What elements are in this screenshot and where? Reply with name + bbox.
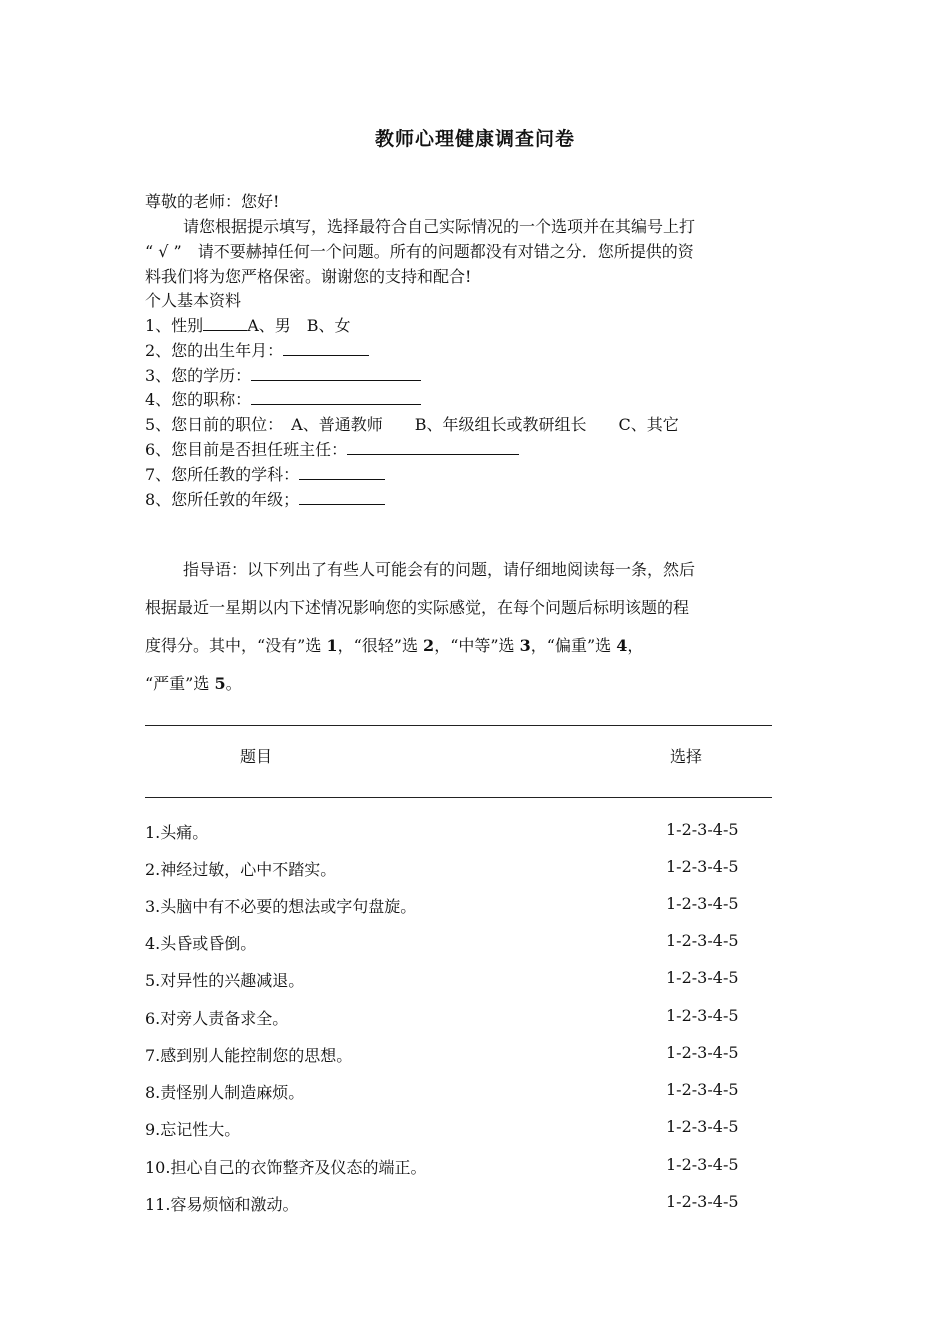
head-teacher-blank[interactable]	[347, 437, 519, 455]
choice-scale[interactable]: 1-2-3-4-5	[666, 1006, 739, 1025]
field-grade	[145, 487, 385, 512]
choice-scale[interactable]: 1-2-3-4-5	[666, 1043, 739, 1062]
field-gender	[145, 313, 351, 338]
field-label: 5、您日前的职位： A、普通教师 B、年级组长或教研组长 C、其它	[145, 415, 679, 434]
question-text: 10.担心自己的衣饰整齐及仪态的端正。	[145, 1158, 427, 1177]
table-row	[145, 968, 785, 1005]
table-header-rule	[145, 797, 772, 798]
table-row	[145, 1006, 785, 1043]
gender-blank[interactable]	[203, 313, 247, 331]
table-row	[145, 1043, 785, 1080]
choice-scale[interactable]: 1-2-3-4-5	[666, 1117, 739, 1136]
guide-line-3: 度得分。其中，“没有”选 1，“很轻”选 2，“中等”选 3，“偏重”选 4，	[145, 636, 644, 655]
table-row	[145, 1155, 785, 1192]
table-top-rule	[145, 725, 772, 726]
column-header-choice: 选择	[670, 747, 703, 766]
field-head-teacher	[145, 437, 519, 462]
guide-line-2: 根据最近一星期以内下述情况影响您的实际感觉，在每个问题后标明该题的程	[145, 598, 690, 617]
choice-scale[interactable]: 1-2-3-4-5	[666, 1192, 739, 1211]
choice-scale[interactable]: 1-2-3-4-5	[666, 1080, 739, 1099]
field-label: 1、性别	[145, 316, 204, 335]
choice-scale[interactable]: 1-2-3-4-5	[666, 1155, 739, 1174]
grade-blank[interactable]	[299, 487, 385, 505]
page-title: 教师心理健康调查问卷	[374, 128, 575, 150]
intro-line-2: “ √ ” 请不要赫掉任何一个问题。所有的问题都没有对错之分．您所提供的资	[145, 242, 694, 261]
field-label: 8、您所任敦的年级；	[145, 490, 300, 509]
table-row	[145, 1117, 785, 1154]
question-text: 2.神经过敏，心中不踏实。	[145, 860, 337, 879]
choice-scale[interactable]: 1-2-3-4-5	[666, 857, 739, 876]
field-label: 4、您的职称：	[145, 390, 252, 409]
question-text: 3.头脑中有不必要的想法或字句盘旋。	[145, 897, 417, 916]
table-row	[145, 1080, 785, 1117]
field-label: 2、您的出生年月：	[145, 341, 284, 360]
question-text: 8.责怪别人制造麻烦。	[145, 1083, 305, 1102]
intro-line-1: 请您根据提示填写，选择最符合自己实际情况的一个选项并在其编号上打	[183, 217, 696, 236]
field-position[interactable]	[145, 412, 679, 437]
table-row	[145, 931, 785, 968]
field-label: 3、您的学历：	[145, 366, 252, 385]
birth-date-blank[interactable]	[283, 338, 369, 356]
field-label: 7、您所任教的学科：	[145, 465, 300, 484]
field-subject	[145, 462, 385, 487]
table-row	[145, 894, 785, 931]
field-birth-date	[145, 338, 369, 363]
field-title	[145, 387, 421, 412]
question-text: 9.忘记性大。	[145, 1120, 241, 1139]
choice-scale[interactable]: 1-2-3-4-5	[666, 931, 739, 950]
choice-scale[interactable]: 1-2-3-4-5	[666, 820, 739, 839]
choice-scale[interactable]: 1-2-3-4-5	[666, 894, 739, 913]
guide-line-4: “严重”选 5。	[145, 674, 242, 693]
table-row	[145, 820, 785, 857]
subject-blank[interactable]	[299, 462, 385, 480]
guide-line-1: 指导语：以下列出了有些人可能会有的问题，请仔细地阅读每一条，然后	[183, 560, 696, 579]
title-blank[interactable]	[251, 387, 421, 405]
field-education	[145, 363, 421, 388]
field-label: 6、您目前是否担任班主任：	[145, 440, 348, 459]
question-text: 7.感到别人能控制您的思想。	[145, 1046, 353, 1065]
question-text: 11.容易烦恼和激动。	[145, 1195, 299, 1214]
choice-scale[interactable]: 1-2-3-4-5	[666, 968, 739, 987]
education-blank[interactable]	[251, 363, 421, 381]
question-text: 6.对旁人责备求全。	[145, 1009, 289, 1028]
question-text: 5.对异性的兴趣减退。	[145, 971, 305, 990]
gender-options: A、男 B、女	[247, 316, 351, 335]
personal-info-heading: 个人基本资料	[145, 291, 242, 310]
column-header-question: 题目	[240, 747, 273, 766]
intro-line-3: 料我们将为您严格保密。谢谢您的支持和配合!	[145, 267, 472, 286]
greeting: 尊敬的老师：您好!	[145, 192, 280, 211]
table-row	[145, 1192, 785, 1229]
table-row	[145, 857, 785, 894]
question-text: 1.头痛。	[145, 823, 209, 842]
question-text: 4.头昏或昏倒。	[145, 934, 257, 953]
